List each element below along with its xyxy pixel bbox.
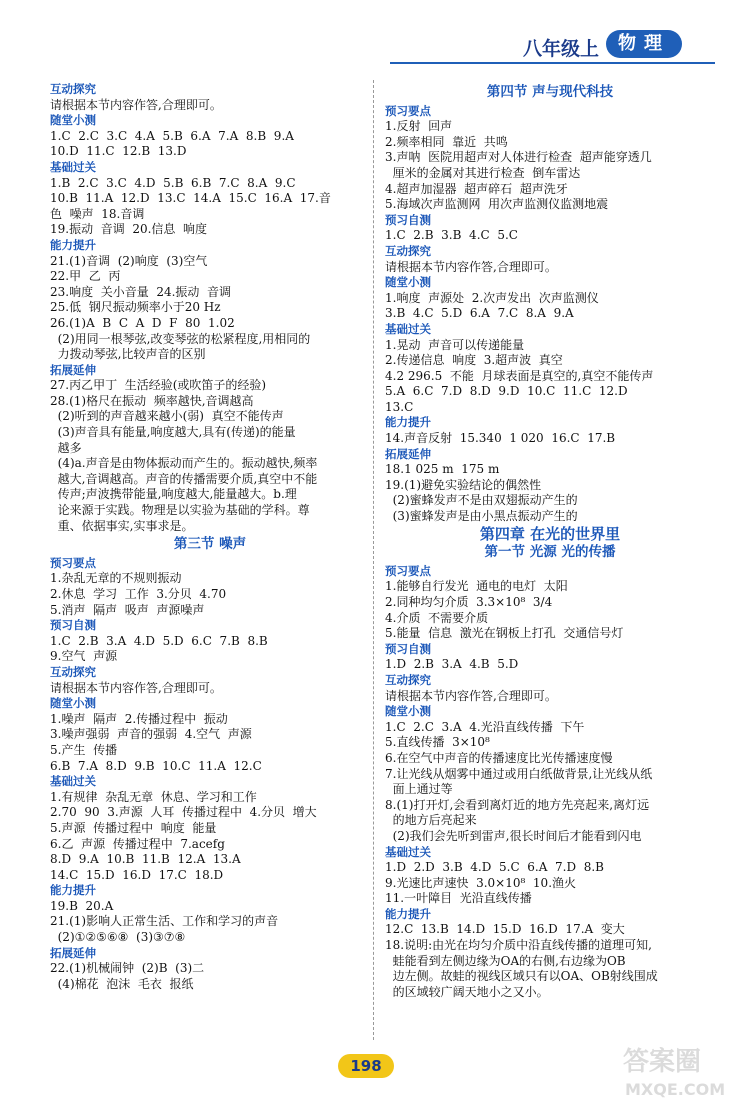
- page-number: 198: [338, 1054, 394, 1078]
- section-heading: 能力提升: [385, 415, 431, 430]
- answer-line: 21.(1)影响人正常生活、工作和学习的声音: [50, 914, 279, 929]
- section-heading: 能力提升: [50, 237, 96, 252]
- section-heading: 拓展延伸: [385, 446, 431, 461]
- answer-line: 8.(1)打开灯,会看到离灯近的地方先亮起来,离灯远: [385, 797, 650, 812]
- section-heading: 基础过关: [385, 844, 431, 859]
- answer-line: 传声;声波携带能量,响度越大,能量越大。b.理: [50, 487, 297, 502]
- answer-line: 请根据本节内容作答,合理即可。: [385, 259, 557, 274]
- section-heading: 基础过关: [385, 321, 431, 336]
- section-heading: 预习自测: [50, 618, 96, 633]
- answer-line: 18.1 025 m 175 m: [385, 462, 500, 477]
- answer-line: 14.声音反射 15.340 1 020 16.C 17.B: [385, 431, 616, 446]
- answer-line: 14.C 15.D 16.D 17.C 18.D: [50, 867, 224, 882]
- answer-line: 力拨动琴弦,比较声音的区别: [50, 347, 206, 362]
- answer-line: 13.C: [385, 399, 414, 414]
- answer-line: 2.频率相同 靠近 共鸣: [385, 134, 508, 149]
- answer-line: 请根据本节内容作答,合理即可。: [385, 688, 557, 703]
- answer-line: 28.(1)格尺在振动 频率越快,音调越高: [50, 393, 254, 408]
- section-heading: 能力提升: [50, 883, 96, 898]
- answer-line: 重、依据事实,实事求是。: [50, 518, 194, 533]
- answer-line: (2)听到的声音越来越小(弱) 真空不能传声: [50, 409, 284, 424]
- section-heading: 基础过关: [50, 774, 96, 789]
- answer-line: 3.噪声强弱 声音的强弱 4.空气 声源: [50, 727, 252, 742]
- answer-line: 8.D 9.A 10.B 11.B 12.A 13.A: [50, 852, 241, 867]
- answer-line: 2.传递信息 响度 3.超声波 真空: [385, 353, 563, 368]
- answer-line: 27.丙乙甲丁 生活经验(或吹笛子的经验): [50, 378, 267, 393]
- answer-line: 23.响度 关小音量 24.振动 音调: [50, 284, 232, 299]
- answer-line: 面上通过等: [385, 782, 453, 797]
- section-heading: 拓展延伸: [50, 362, 96, 377]
- answer-line: 1.D 2.D 3.B 4.D 5.C 6.A 7.D 8.B: [385, 860, 604, 875]
- answer-line: 12.C 13.B 14.D 15.D 16.D 17.A 变大: [385, 922, 625, 937]
- section-title: 第三节 噪声: [173, 536, 247, 553]
- answer-line: 5.A 6.C 7.D 8.D 9.D 10.C 11.C 12.D: [385, 384, 628, 399]
- answer-line: 25.低 钢尺振动频率小于20 Hz: [50, 300, 221, 315]
- answer-line: 2.同种均匀介质 3.3×10⁸ 3/4: [385, 595, 553, 609]
- answer-line: 2.休息 学习 工作 3.分贝 4.70: [50, 587, 227, 601]
- answer-line: 3.B 4.C 5.D 6.A 7.C 8.A 9.A: [385, 306, 574, 321]
- answer-line: 的区域较广阔天地小之又小。: [385, 984, 549, 999]
- section-heading: 互动探究: [50, 82, 96, 96]
- section-heading: 随堂小测: [385, 704, 431, 719]
- answer-line: 3.声呐 医院用超声对人体进行检查 超声能穿透几: [385, 150, 652, 165]
- answer-line: 26.(1)A B C A D F 80 1.02: [50, 315, 235, 330]
- answer-line: 1.C 2.C 3.C 4.A 5.B 6.A 7.A 8.B 9.A: [50, 128, 294, 143]
- section-title: 第一节 光源 光的传播: [484, 544, 616, 561]
- answer-line: 4.2 296.5 不能 月球表面是真空的,真空不能传声: [385, 368, 654, 383]
- section-heading: 能力提升: [385, 906, 431, 921]
- answer-line: (2)①②⑤⑥⑧ (3)③⑦⑧: [50, 930, 186, 945]
- section-heading: 随堂小测: [50, 113, 96, 128]
- answer-line: 19.振动 音调 20.信息 响度: [50, 222, 208, 237]
- answer-line: 色 噪声 18.音调: [50, 206, 145, 221]
- answer-line: 厘米的金属对其进行检查 倒车雷达: [385, 165, 581, 180]
- answer-line: 5.消声 隔声 吸声 声源噪声: [50, 602, 205, 617]
- section-heading: 拓展延伸: [50, 945, 96, 960]
- answer-line: 18.说明:由光在均匀介质中沿直线传播的道理可知,: [385, 938, 652, 953]
- answer-line: 越大,音调越高。声音的传播需要介质,真空中不能: [50, 471, 318, 486]
- answer-line: 1.C 2.B 3.B 4.C 5.C: [385, 228, 518, 243]
- left-column: [50, 82, 370, 992]
- section-heading: 互动探究: [385, 243, 431, 258]
- answer-line: 的地方后亮起来: [385, 813, 477, 828]
- answer-line: 21.(1)音调 (2)响度 (3)空气: [50, 253, 208, 268]
- answer-line: 5.直线传播 3×10⁸: [385, 735, 490, 750]
- right-column: [385, 82, 715, 1000]
- answer-line: 11.一叶障目 光沿直线传播: [385, 891, 532, 906]
- answer-line: 5.海域次声监测网 用次声监测仪监测地震: [385, 197, 609, 212]
- section-heading: 预习自测: [385, 212, 431, 227]
- answer-line: 请根据本节内容作答,合理即可。: [50, 680, 222, 695]
- answer-line: 5.产生 传播: [50, 742, 118, 757]
- answer-line: 6.乙 声源 传播过程中 7.acefg: [50, 836, 225, 851]
- section-heading: 随堂小测: [385, 275, 431, 290]
- answer-line: (3)声音具有能量,响度越大,具有(传递)的能量: [50, 425, 296, 440]
- section-heading: 预习自测: [385, 641, 431, 656]
- section-title: 第四节 声与现代科技: [486, 84, 614, 100]
- answer-line: 9.空气 声源: [50, 649, 118, 664]
- section-heading: 预习要点: [385, 103, 431, 118]
- header-grade: 八年级上: [523, 38, 600, 60]
- answer-line: 1.能够自行发光 通电的电灯 太阳: [385, 579, 568, 594]
- answer-line: (4)棉花 泡沫 毛衣 报纸: [50, 976, 194, 991]
- answer-line: 6.在空气中声音的传播速度比光传播速度慢: [385, 750, 613, 765]
- watermark-main: 答案圈: [623, 1047, 702, 1077]
- answer-line: 4.超声加湿器 超声碎石 超声洗牙: [385, 181, 568, 196]
- answer-line: 2.70 90 3.声源 人耳 传播过程中 4.分贝 增大: [50, 805, 317, 820]
- answer-line: 1.杂乱无章的不规则振动: [50, 571, 182, 586]
- answer-line: 5.声源 传播过程中 响度 能量: [50, 820, 217, 835]
- answer-line: 1.C 2.C 3.A 4.光沿直线传播 下午: [385, 719, 585, 734]
- answer-line: 10.B 11.A 12.D 13.C 14.A 15.C 16.A 17.音: [50, 191, 331, 206]
- header-rule: [390, 62, 715, 64]
- answer-line: 1.D 2.B 3.A 4.B 5.D: [385, 657, 519, 672]
- answer-line: 7.让光线从烟雾中通过或用白纸做背景,让光线从纸: [385, 766, 653, 781]
- answer-line: 6.B 7.A 8.D 9.B 10.C 11.A 12.C: [50, 758, 262, 773]
- watermark-logo: [615, 1040, 745, 1100]
- watermark-url: MXQE.COM: [625, 1080, 726, 1099]
- header-subject-badge: 物理: [606, 30, 682, 58]
- answer-line: (2)蜜蜂发声不是由双翅振动产生的: [385, 493, 578, 508]
- chapter-title: 第四章 在光的世界里: [479, 524, 621, 543]
- answer-line: 1.B 2.C 3.C 4.D 5.B 6.B 7.C 8.A 9.C: [50, 175, 296, 190]
- answer-line: 1.噪声 隔声 2.传播过程中 振动: [50, 711, 228, 726]
- answer-line: 4.介质 不需要介质: [385, 610, 489, 625]
- answer-line: 1.有规律 杂乱无章 休息、学习和工作: [50, 789, 257, 804]
- answer-line: (2)用同一根琴弦,改变琴弦的松紧程度,用相同的: [50, 331, 311, 346]
- answer-line: 22.甲 乙 丙: [50, 269, 121, 284]
- answer-line: 1.C 2.B 3.A 4.D 5.D 6.C 7.B 8.B: [50, 633, 268, 648]
- section-heading: 互动探究: [385, 672, 431, 687]
- answer-line: 越多: [50, 440, 82, 455]
- answer-line: 1.晃动 声音可以传递能量: [385, 337, 525, 352]
- answer-line: 10.D 11.C 12.B 13.D: [50, 144, 187, 159]
- answer-line: 请根据本节内容作答,合理即可。: [50, 97, 222, 112]
- answer-line: 9.光速比声速快 3.0×10⁸ 10.渔火: [385, 875, 577, 890]
- answer-line: 19.(1)避免实验结论的偶然性: [385, 477, 542, 492]
- answer-line: (4)a.声音是由物体振动而产生的。振动越快,频率: [50, 456, 318, 471]
- section-heading: 基础过关: [50, 159, 96, 174]
- answer-line: 19.B 20.A: [50, 898, 114, 913]
- column-divider: [373, 80, 374, 1040]
- answer-line: 5.能量 信息 激光在钢板上打孔 交通信号灯: [385, 626, 624, 641]
- section-heading: 预习要点: [385, 563, 431, 578]
- answer-line: 论来源于实践。物理是以实验为基础的学科。尊: [50, 503, 310, 518]
- answer-line: (3)蜜蜂发声是由小黑点振动产生的: [385, 509, 578, 524]
- answer-line: 蛙能看到左侧边缘为OA的右侧,右边缘为OB: [385, 953, 626, 968]
- answer-line: (2)我们会先听到雷声,很长时间后才能看到闪电: [385, 828, 642, 843]
- section-heading: 预习要点: [50, 555, 96, 570]
- answer-line: 1.响度 声源处 2.次声发出 次声监测仪: [385, 290, 599, 305]
- answer-line: 1.反射 回声: [385, 119, 453, 134]
- section-heading: 随堂小测: [50, 696, 96, 711]
- answer-line: 边左侧。故蛙的视线区域只有以OA、OB射线围成: [385, 969, 658, 984]
- answer-line: 22.(1)机械闹钟 (2)B (3)二: [50, 961, 205, 976]
- section-heading: 互动探究: [50, 664, 96, 679]
